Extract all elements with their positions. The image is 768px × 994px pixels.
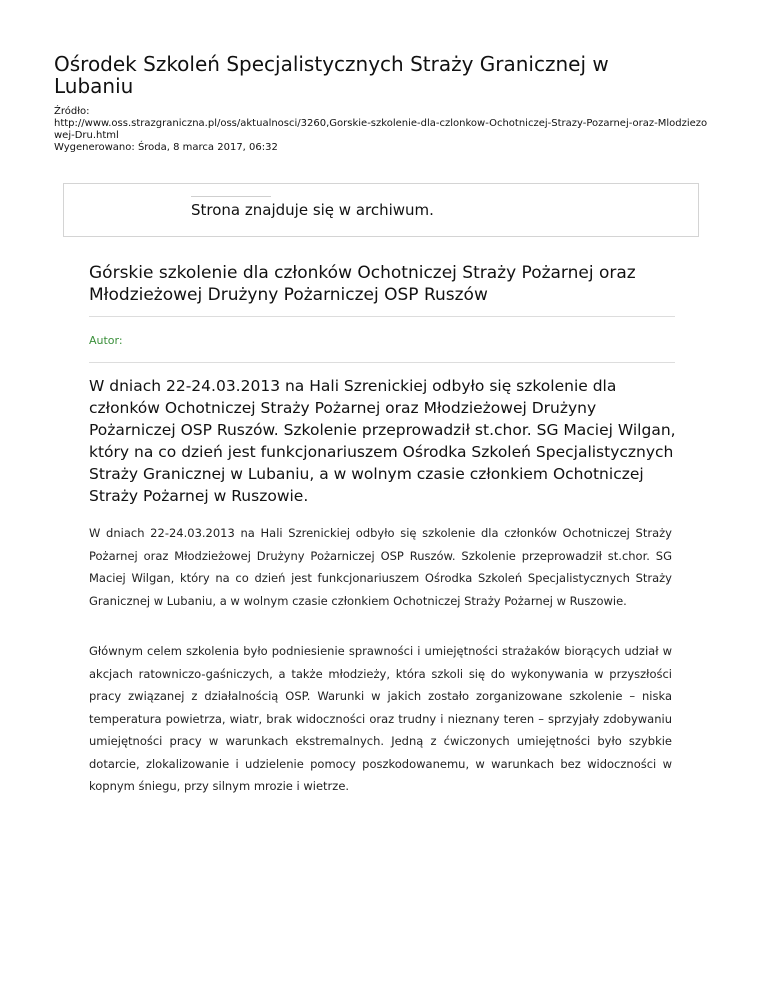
author-label: Autor: [89,334,123,347]
archive-notice [63,183,699,237]
source-url[interactable]: http://www.oss.strazgraniczna.pl/oss/aktualnosci/3260,Gorskie-szkolenie-dla-czlonkow-Ochotniczej-Strazy-Pozarnej-oraz-Mlodziezowej-Dru.html [54,118,708,141]
article-title: Górskie szkolenie dla członków Ochotniczej Straży Pożarnej oraz Młodzieżowej Drużyny Pożarniczej OSP Ruszów [89,263,636,305]
source-label: Źródło: [54,106,90,117]
site-title: Ośrodek Szkoleń Specjalistycznych Straży Granicznej w Lubaniu [54,52,609,98]
author-divider [89,362,675,363]
archive-divider [191,196,271,197]
document-meta [54,106,714,154]
generated-date: Wygenerowano: Środa, 8 marca 2017, 06:32 [54,142,278,153]
article-paragraph-2: Głównym celem szkolenia było podniesienie sprawności i umiejętności strażaków biorących udział w akcjach ratowniczo-gaśniczych, a także młodzieży, która szkoli się do wykonywania w przyszłości pracy związanej z działalnością OSP. Warunki w jakich zostało zorganizowane szkolenie – niska temperatura powietrza, wiatr, brak widoczności oraz trudny i nieznany teren – sprzyjały zdobywaniu umiejętności pracy w warunkach ekstremalnych. Jedną z ćwiczonych umiejętności było szybkie dotarcie, zlokalizowanie i udzielenie pomocy poszkodowanemu, w warunkach bez widoczności w kopnym śniegu, przy silnym mrozie i wietrze. [89,644,672,793]
article-lead: W dniach 22-24.03.2013 na Hali Szrenickiej odbyło się szkolenie dla członków Ochotniczej Straży Pożarnej oraz Młodzieżowej Drużyny Pożarniczej OSP Ruszów. Szkolenie przeprowadził st.chor. SG Maciej Wilgan, który na co dzień jest funkcjonariuszem Ośrodka Szkoleń Specjalistycznych Straży Granicznej w Lubaniu, a w wolnym czasie członkiem Ochotniczej Straży Pożarnej w Ruszowie. [89,377,676,505]
archive-message: Strona znajduje się w archiwum. [191,201,434,219]
title-divider [89,316,675,317]
article-paragraph-1: W dniach 22-24.03.2013 na Hali Szrenickiej odbyło się szkolenie dla członków Ochotniczej Straży Pożarnej oraz Młodzieżowej Drużyny Pożarniczej OSP Ruszów. Szkolenie przeprowadził st.chor. SG Maciej Wilgan, który na co dzień jest funkcjonariuszem Ośrodka Szkoleń Specjalistycznych Straży Granicznej w Lubaniu, a w wolnym czasie członkiem Ochotniczej Straży Pożarnej w Ruszowie. [89,526,672,608]
